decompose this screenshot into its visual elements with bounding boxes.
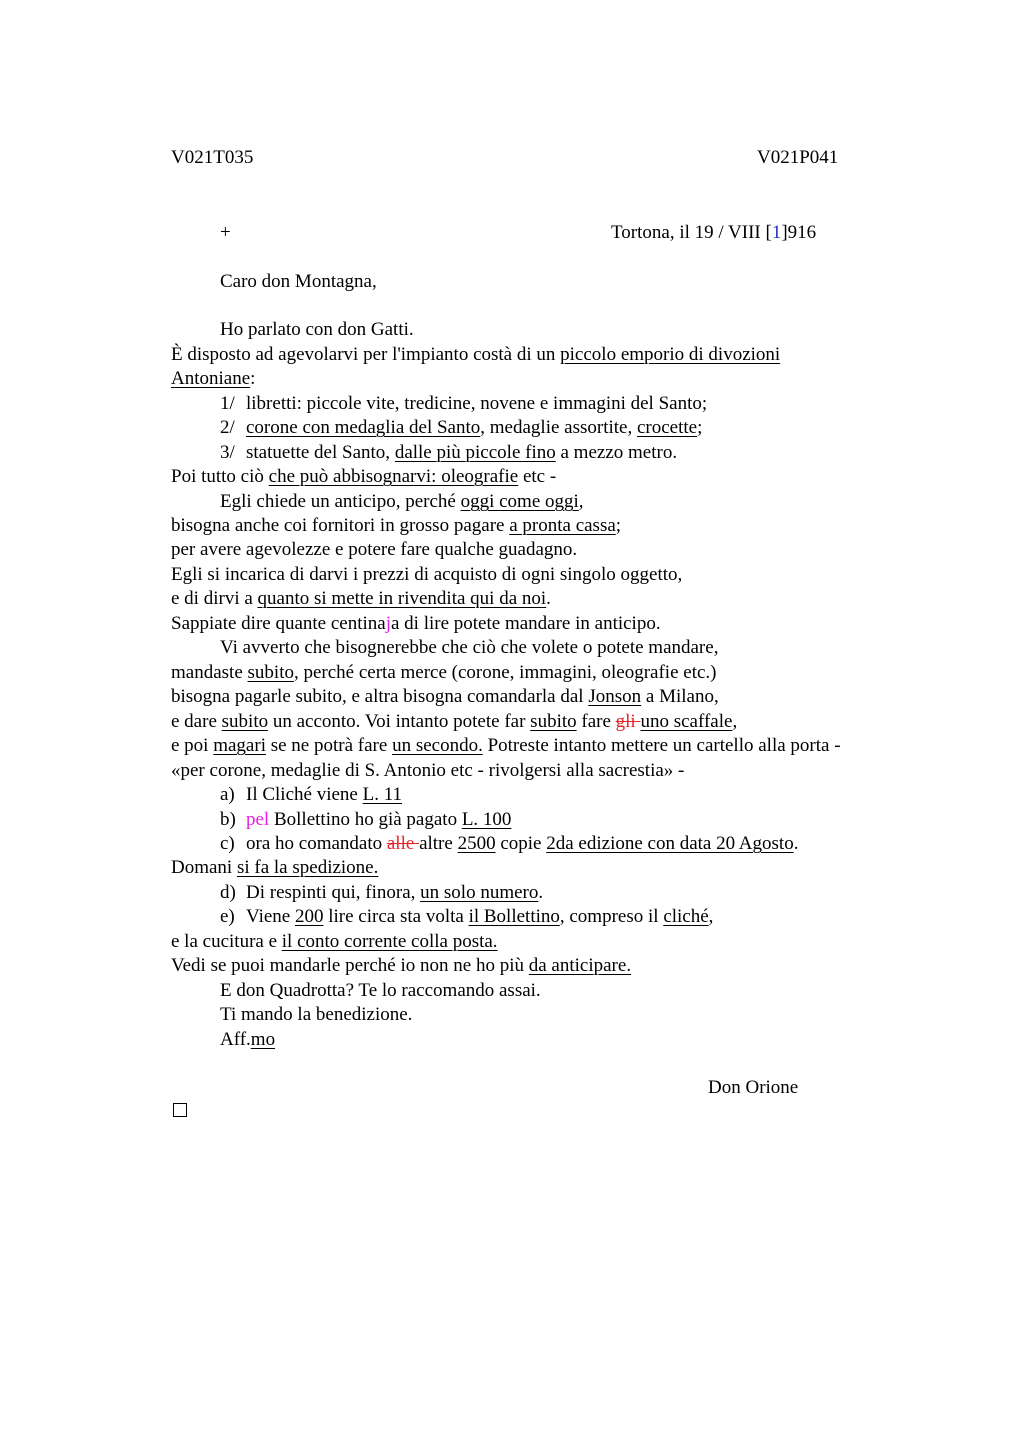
text-segment: uno scaffale xyxy=(640,711,733,732)
text-segment: Bollettino ho già pagato xyxy=(269,809,462,830)
list-item xyxy=(220,808,511,832)
text-segment: a pronta cassa xyxy=(509,515,616,536)
body-line xyxy=(220,490,584,514)
text-segment: e poi xyxy=(171,735,214,756)
text-segment: 2500 xyxy=(457,833,496,854)
text-segment: altre xyxy=(419,833,458,854)
text-segment: . xyxy=(546,588,551,609)
text-segment: , xyxy=(708,906,714,927)
text-segment: e dare xyxy=(171,711,222,732)
text-segment: a) xyxy=(220,784,235,805)
text-segment: Antoniane xyxy=(171,368,251,389)
text-segment: piccolo emporio di divozioni xyxy=(560,344,781,365)
text-segment: corone con medaglia del Santo xyxy=(246,417,481,438)
text-segment: b) xyxy=(220,809,236,830)
text-segment: d) xyxy=(220,882,236,903)
text-segment: statuette del Santo, xyxy=(246,442,395,463)
body-line xyxy=(171,661,717,685)
text-segment: L. 100 xyxy=(461,809,512,830)
body-line xyxy=(171,734,841,758)
text-segment: un solo numero xyxy=(420,882,539,903)
struck-text: gli xyxy=(615,711,641,732)
text-segment: , medaglie assortite, xyxy=(480,417,637,438)
text-segment: cliché xyxy=(663,906,709,927)
body-line: Ho parlato con don Gatti. xyxy=(220,319,414,340)
end-marker-box xyxy=(173,1103,187,1117)
date-editorial-insert: 1 xyxy=(771,222,782,243)
list-item xyxy=(220,905,713,929)
text-segment: . xyxy=(538,882,544,903)
closing xyxy=(220,1028,275,1052)
text-segment: 2da edizione con data 20 Agosto xyxy=(546,833,794,854)
text-segment: da anticipare. xyxy=(528,955,632,976)
text-segment: , compreso il xyxy=(559,906,664,927)
text-segment: il Bollettino xyxy=(468,906,560,927)
body-line xyxy=(171,587,551,611)
body-line xyxy=(171,367,255,391)
text-segment: a di lire potete mandare in anticipo. xyxy=(391,613,661,634)
text-segment: 3/ xyxy=(220,442,235,463)
body-line xyxy=(171,343,780,367)
text-segment: dalle più piccole fino xyxy=(394,442,556,463)
text-segment: Vedi se puoi mandarle perché io non ne ho più xyxy=(171,955,529,976)
body-line: Egli si incarica di darvi i prezzi di acquisto di ogni singolo oggetto, xyxy=(171,564,683,585)
body-line xyxy=(171,612,661,636)
text-segment: , xyxy=(578,491,584,512)
text-segment: È disposto ad agevolarvi per l'impianto costà di un xyxy=(171,344,561,365)
text-segment: etc - xyxy=(518,466,557,487)
text-segment: e la cucitura e xyxy=(171,931,282,952)
text-segment: c) xyxy=(220,833,235,854)
date-prefix: Tortona, il 19 / VIII [ xyxy=(611,222,772,243)
body-line: E don Quadrotta? Te lo raccomando assai. xyxy=(220,980,541,1001)
text-segment: a mezzo metro. xyxy=(555,442,678,463)
body-line xyxy=(171,954,631,978)
body-line xyxy=(171,856,378,880)
text-segment: bisogna pagarle subito, e altra bisogna comandarla dal xyxy=(171,686,589,707)
document-id-left: V021T035 xyxy=(171,147,254,168)
body-line xyxy=(171,514,621,538)
text-segment: subito xyxy=(221,711,269,732)
text-segment: : xyxy=(250,368,256,389)
body-line xyxy=(171,465,556,489)
text-segment: Viene xyxy=(246,906,295,927)
text-segment: lire circa sta volta xyxy=(323,906,469,927)
text-segment: mo xyxy=(250,1029,276,1050)
text-segment: libretti: piccole vite, tredicine, novene e immagini del Santo; xyxy=(246,393,708,414)
text-segment: ; xyxy=(697,417,703,438)
text-segment: Egli chiede un anticipo, perché xyxy=(220,491,461,512)
text-segment: se ne potrà fare xyxy=(265,735,393,756)
struck-text: alle xyxy=(386,833,420,854)
text-segment: che può abbisognarvi: oleografie xyxy=(268,466,519,487)
text-segment: Il Cliché viene xyxy=(246,784,363,805)
text-segment: si fa la spedizione. xyxy=(236,857,379,878)
text-segment: 2/ xyxy=(220,417,235,438)
text-segment: Potreste intanto mettere un cartello alla porta - xyxy=(482,735,841,756)
list-item xyxy=(220,832,798,856)
text-segment: magari xyxy=(213,735,266,756)
text-segment: Domani xyxy=(171,857,237,878)
date-suffix: ]916 xyxy=(781,222,817,243)
text-segment: copie xyxy=(495,833,547,854)
text-segment: crocette xyxy=(636,417,698,438)
body-line: «per corone, medaglie di S. Antonio etc - rivolgersi alla sacrestia» - xyxy=(171,760,685,781)
list-item xyxy=(220,441,677,465)
text-segment: 200 xyxy=(294,906,324,927)
cross-mark: + xyxy=(220,222,231,243)
text-segment: subito xyxy=(530,711,577,732)
text-segment: , xyxy=(732,711,738,732)
text-segment: un secondo. xyxy=(392,735,483,756)
list-item xyxy=(220,783,402,807)
text-segment: . xyxy=(793,833,799,854)
text-segment: un acconto. Voi intanto potete far xyxy=(268,711,531,732)
text-segment: fare xyxy=(576,711,616,732)
text-segment: mandaste xyxy=(171,662,248,683)
text-segment: quanto si mette in rivendita qui da noi xyxy=(257,588,547,609)
text-segment: bisogna anche coi fornitori in grosso pagare xyxy=(171,515,510,536)
text-segment: a Milano, xyxy=(641,686,719,707)
text-segment: Poi tutto ciò xyxy=(171,466,269,487)
editorial-correction: pel xyxy=(246,809,270,830)
signature: Don Orione xyxy=(708,1077,799,1098)
list-item xyxy=(220,392,707,416)
text-segment: Sappiate dire quante centina xyxy=(171,613,386,634)
body-line xyxy=(171,930,498,954)
text-segment: ; xyxy=(615,515,622,536)
text-segment: subito xyxy=(247,662,294,683)
document-id-right: V021P041 xyxy=(757,147,839,168)
salutation: Caro don Montagna, xyxy=(220,271,377,292)
body-line xyxy=(171,710,737,734)
body-line: Ti mando la benedizione. xyxy=(220,1004,413,1025)
body-line: per avere agevolezze e potere fare qualche guadagno. xyxy=(171,539,578,560)
text-segment: ora ho comandato xyxy=(246,833,387,854)
text-segment: Di respinti qui, finora, xyxy=(246,882,421,903)
text-segment: il conto corrente colla posta. xyxy=(281,931,498,952)
letter-date xyxy=(611,221,816,245)
list-item xyxy=(220,881,543,905)
text-segment: Aff. xyxy=(220,1029,251,1050)
editorial-correction: j xyxy=(385,613,391,634)
text-segment: Jonson xyxy=(588,686,642,707)
text-segment: 1/ xyxy=(220,393,235,414)
text-segment: oggi come oggi xyxy=(460,491,579,512)
text-segment: , perché certa merce (corone, immagini, oleografie etc.) xyxy=(293,662,717,683)
body-line xyxy=(171,685,719,709)
text-segment: e) xyxy=(220,906,235,927)
body-line: Vi avverto che bisognerebbe che ciò che volete o potete mandare, xyxy=(220,637,719,658)
list-item xyxy=(220,416,702,440)
text-segment: e di dirvi a xyxy=(171,588,258,609)
text-segment: L. 11 xyxy=(362,784,403,805)
